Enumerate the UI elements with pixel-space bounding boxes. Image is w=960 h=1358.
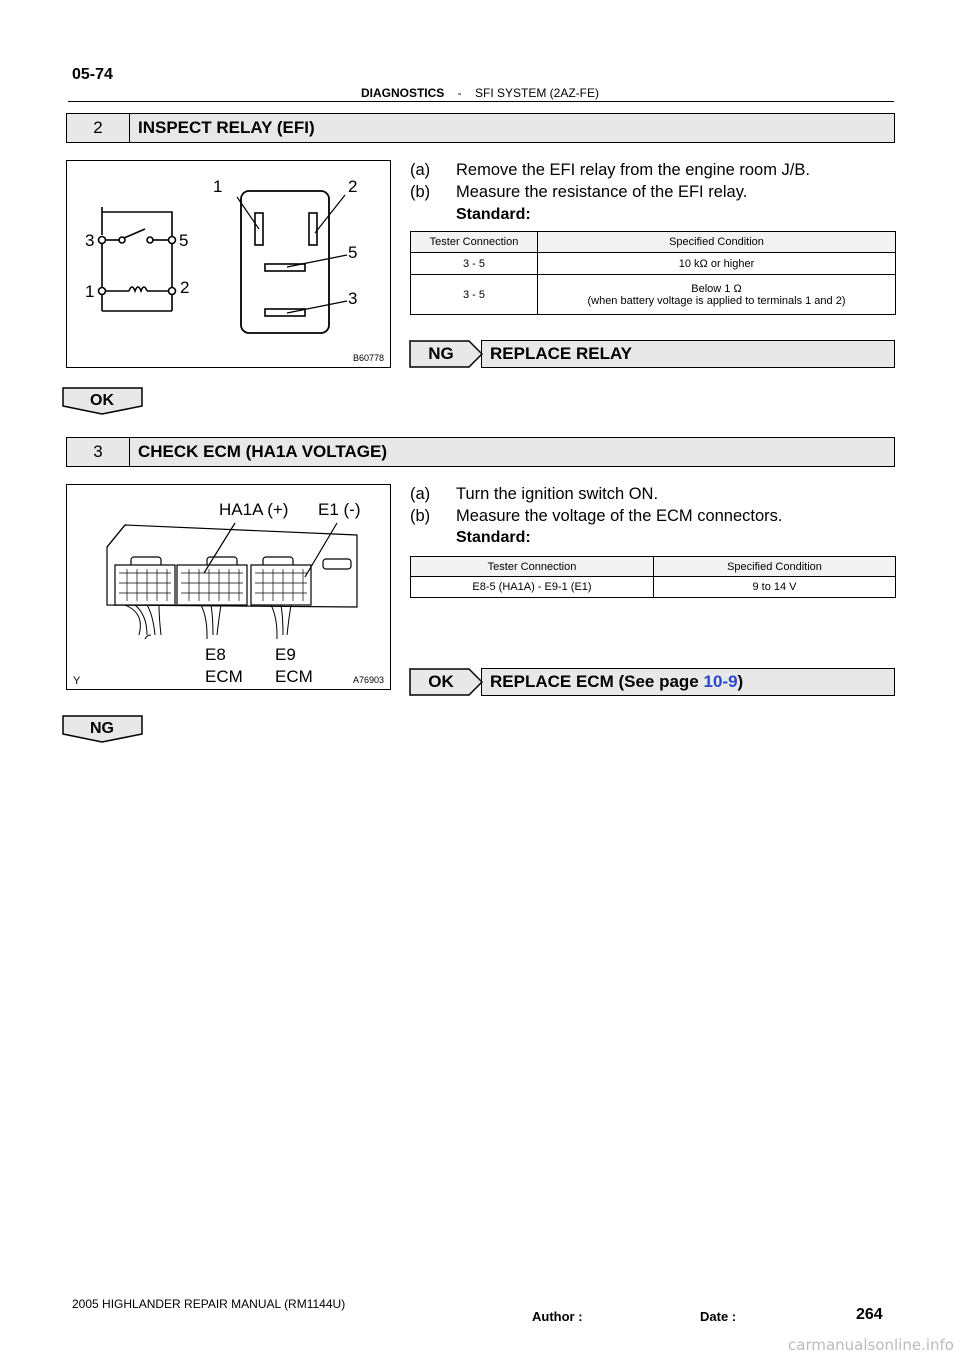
step-2-result <box>409 340 895 368</box>
circuit-pin-label: 3 <box>85 231 95 250</box>
ng-arrow: NG <box>62 715 144 745</box>
instruction-a: (a) Remove the EFI relay from the engine room J/B. <box>410 161 810 179</box>
table-header: Tester Connection <box>411 232 538 253</box>
ecm-spec-table <box>410 556 896 598</box>
step-number: 3 <box>67 438 130 466</box>
ha1a-label: HA1A (+) <box>219 500 289 519</box>
subsection-title: SFI SYSTEM (2AZ-FE) <box>475 86 600 100</box>
table-header: Specified Condition <box>654 557 896 577</box>
e9-label: E9 <box>275 645 296 664</box>
result-action: REPLACE RELAY <box>481 340 895 368</box>
table-row: 3 - 5 10 kΩ or higher <box>411 253 896 275</box>
header-rule <box>68 101 894 102</box>
ecm-figure <box>66 484 391 690</box>
section-title: DIAGNOSTICS <box>360 86 445 100</box>
circuit-pin-label: 5 <box>179 231 189 250</box>
table-header: Specified Condition <box>538 232 896 253</box>
step-3-instructions <box>410 483 783 527</box>
manual-footer: 2005 HIGHLANDER REPAIR MANUAL (RM1144U) <box>72 1297 346 1311</box>
circuit-pin-label: 1 <box>85 282 95 301</box>
relay-pin-label: 2 <box>348 177 358 196</box>
e1-label: E1 (-) <box>318 500 361 519</box>
e9-ecm-label: ECM <box>275 667 313 686</box>
step-3-result <box>409 668 895 696</box>
standard-label: Standard: <box>456 206 531 223</box>
instruction-b: (b) Measure the resistance of the EFI relay. <box>410 183 748 201</box>
step-title: INSPECT RELAY (EFI) <box>138 118 315 137</box>
step-2-instructions <box>410 159 810 203</box>
watermark: carmanualsonline.info <box>788 1336 954 1354</box>
ng-tag: NG <box>409 340 481 368</box>
e8-ecm-label: ECM <box>205 667 243 686</box>
page-id: 05-74 <box>72 66 113 83</box>
result-action: REPLACE ECM (See page 10-9 ) <box>481 668 895 696</box>
relay-diagram <box>67 161 390 367</box>
step-number: 2 <box>67 114 130 142</box>
section-header <box>0 86 960 100</box>
table-row: 3 - 5 Below 1 Ω (when battery voltage is applied to terminals 1 and 2) <box>411 275 896 315</box>
standard-label: Standard: <box>456 529 531 546</box>
relay-figure <box>66 160 391 368</box>
instruction-a: (a) Turn the ignition switch ON. <box>410 485 659 503</box>
step-3-header <box>66 437 895 467</box>
relay-pin-label: 5 <box>348 243 358 262</box>
instruction-b: (b) Measure the voltage of the ECM connectors. <box>410 507 783 525</box>
page-link[interactable]: 10-9 <box>703 672 738 691</box>
date-label: Date : <box>700 1309 737 1324</box>
relay-spec-table <box>410 231 896 315</box>
page-number: 264 <box>856 1306 883 1323</box>
author-label: Author : <box>532 1309 583 1324</box>
step-title: CHECK ECM (HA1A VOLTAGE) <box>138 442 388 461</box>
section-dash: - <box>457 86 462 100</box>
ok-tag: OK <box>409 668 481 696</box>
ok-arrow: OK <box>62 387 144 417</box>
relay-pin-label: 1 <box>213 177 223 196</box>
e8-label: E8 <box>205 645 226 664</box>
figure-code: B60778 <box>352 353 384 363</box>
table-row: E8-5 (HA1A) - E9-1 (E1) 9 to 14 V <box>411 577 896 598</box>
step-2-header <box>66 113 895 143</box>
figure-corner-label: Y <box>73 675 81 687</box>
circuit-pin-label: 2 <box>180 278 190 297</box>
table-header: Tester Connection <box>411 557 654 577</box>
figure-code: A76903 <box>352 675 384 685</box>
relay-pin-label: 3 <box>348 289 358 308</box>
